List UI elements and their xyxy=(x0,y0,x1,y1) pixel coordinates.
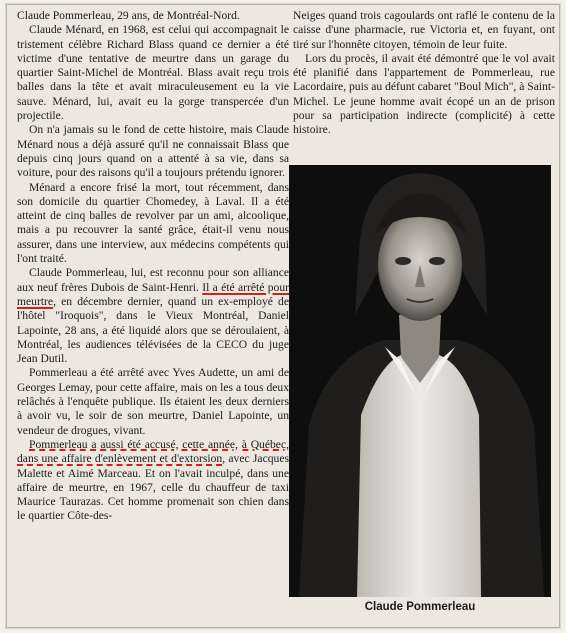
paragraph: Claude Pommerleau, 29 ans, de Montréal-Nord. xyxy=(17,9,240,22)
text-run: , en décembre dernier, quand un ex-employé de l'hôtel "Iroquois", dans le Vieux Montréal, Daniel Lapointe, 28 ans, a été liquidé alors que se déroulaient, à Montréal, les audiences télévisées de la CECO du juge Jean Dutil. xyxy=(17,294,289,366)
underlined-kidnapping-charge: Pommerleau a aussi été accusé, cette année, à Québec, dans une affaire d'enlèvement et d'extorsion xyxy=(17,437,289,466)
photo-caption: Claude Pommerleau xyxy=(364,601,476,613)
paragraph xyxy=(17,266,289,366)
text-run: Claude Pommerleau, lui, est reconnu pour son alliance aux neuf frères Dubois de Saint-Henri. xyxy=(17,266,289,294)
portrait-photo xyxy=(289,165,551,597)
underlined-murder-arrest: Il a été arrêté pour meurtre xyxy=(17,280,290,308)
paragraph xyxy=(17,438,289,524)
paragraph: Lors du procès, il avait été démontré que le vol avait été planifié dans l'appartement de Pommerleau, rue Lacordaire, puis au défunt cabaret "Boul Mich", à Saint-Michel. Le jeune homme avait écopé un an de prison pour sa participation indirecte (complicité) à cette histoire. xyxy=(293,51,555,137)
text-run: , avec Jacques Malette et Aimé Marceau. Et on l'avait inculpé, dans une affaire de meurtre, en 1967, celle du chauffeur de taxi Maurice Taurazas. Cet homme promenait son chien dans le quartier Côte-des- xyxy=(17,452,289,523)
paragraph: Neiges quand trois cagoulards ont raflé le contenu de la caisse d'une pharmacie, rue Victoria et, en fuyant, ont tiré sur l'honnête citoyen, témoin de leur fuite. xyxy=(293,9,555,51)
newspaper-clipping xyxy=(6,4,560,628)
article-column-left xyxy=(17,9,289,524)
article-column-right xyxy=(293,9,555,138)
portrait-illustration xyxy=(289,165,551,597)
paragraph: Claude Ménard, en 1968, est celui qui accompagnait le tristement célèbre Richard Blass quand ce dernier a été victime d'une tentative de meurtre dans un garage du quartier Saint-Michel de Montréal. Blass avait reçu trois balles dans la tête et avait miraculeusement eu la vie sauve. Ménard, lui, avait eu la gorge transpercée d'un projectile. xyxy=(17,23,289,123)
paragraph: On n'a jamais su le fond de cette histoire, mais Claude Ménard nous a déjà assuré qu'il ne connaissait Blass que depuis cinq jours quand on a attenté à sa vie, dans sa voiture, pour des raisons qu'il a toujours prétendu ignorer. xyxy=(17,123,289,180)
paragraph: Ménard a encore frisé la mort, tout récemment, dans son domicile du quartier Chomedey, à Laval. Il a été atteint de cinq balles de revolver par un ami, alcoolique, mais a pu recouvrer la santé grâce, était-il venu nous assurer, dans une interview, aux médecins compétents qui l'ont traité. xyxy=(17,180,289,266)
paragraph: Pommerleau a été arrêté avec Yves Audette, un ami de Georges Lemay, pour cette affaire, mais on les a tous deux relâchés à l'enquête publique. Ils étaient les deux derniers à avoir vu, le soir de son meurtre, Daniel Lapointe, un vendeur de drogues, vivant. xyxy=(17,366,289,437)
